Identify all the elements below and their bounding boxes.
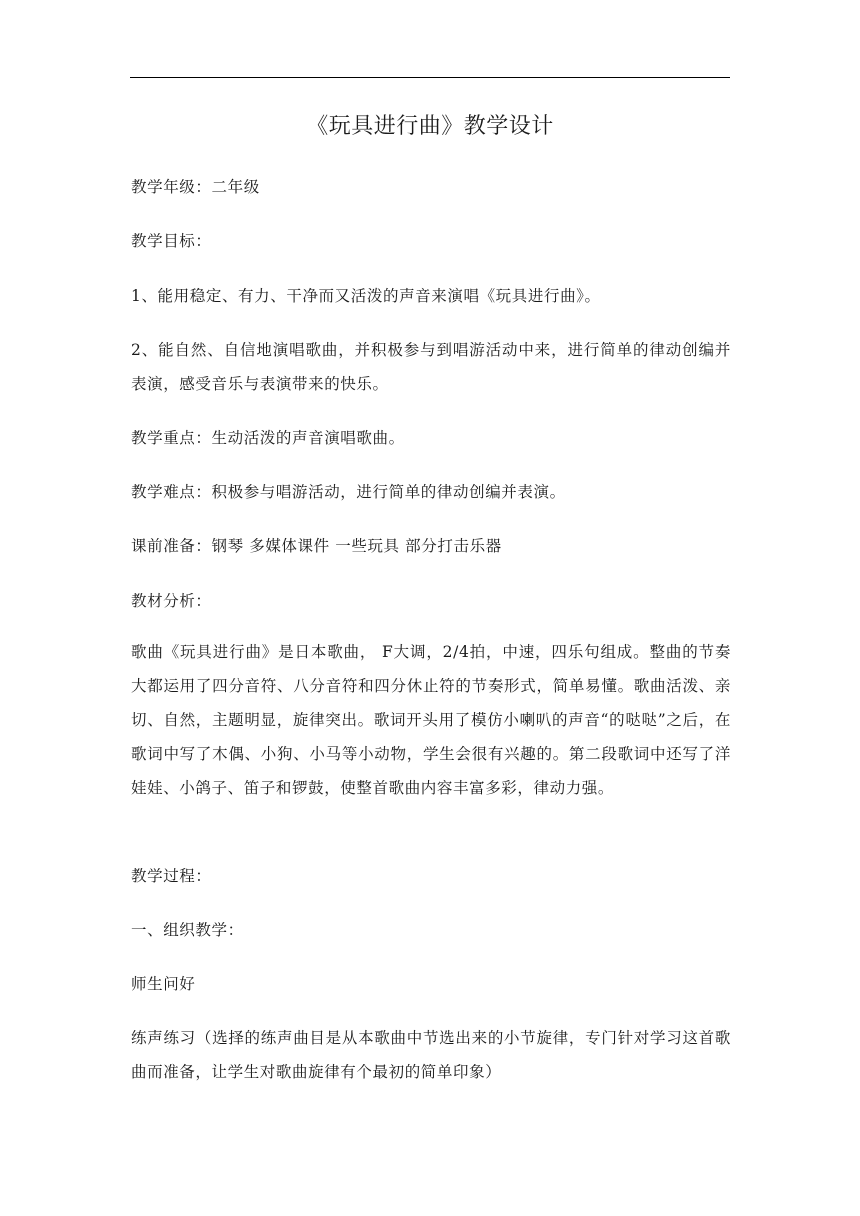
greeting-line: 师生问好 bbox=[131, 975, 196, 993]
objective-item-2: 2、能自然、自信地演唱歌曲，并积极参与到唱游活动中来，进行简单的律动创编并表演，感受音乐与表演带来的快乐。 bbox=[131, 341, 731, 393]
preparation-line: 课前准备：钢琴 多媒体课件 一些玩具 部分打击乐器 bbox=[131, 537, 502, 555]
analysis-heading: 教材分析： bbox=[131, 592, 212, 610]
process-heading: 教学过程： bbox=[131, 867, 212, 885]
difficulty-line: 教学难点：积极参与唱游活动，进行简单的律动创编并表演。 bbox=[131, 483, 566, 501]
objective-item-1: 1、能用稳定、有力、干净而又活泼的声音来演唱《玩具进行曲》。 bbox=[131, 287, 601, 305]
grade-line: 教学年级：二年级 bbox=[131, 178, 260, 196]
objectives-heading: 教学目标： bbox=[131, 232, 212, 250]
vocal-practice-paragraph: 练声练习（选择的练声曲目是从本歌曲中节选出来的小节旋律，专门针对学习这首歌曲而准备，让学生对歌曲旋律有个最初的简单印象） bbox=[131, 1029, 731, 1081]
step-1-heading: 一、组织教学： bbox=[131, 921, 244, 939]
analysis-paragraph: 歌曲《玩具进行曲》是日本歌曲， F大调，2/4拍，中速，四乐句组成。整曲的节奏大都运用了四分音符、八分音符和四分休止符的节奏形式，简单易懂。歌曲活泼、亲切、自然，主题明显，旋律突出。歌词开头用了模仿小喇叭的声音“的哒哒”之后，在歌词中写了木偶、小狗、小马等小动物，学生会很有兴趣的。第二段歌词中还写了洋娃娃、小鸽子、笛子和锣鼓，使整首歌曲内容丰富多彩，律动力强。 bbox=[131, 643, 731, 797]
document-title: 《玩具进行曲》教学设计 bbox=[306, 114, 554, 139]
header-rule bbox=[130, 77, 730, 78]
key-point-line: 教学重点：生动活泼的声音演唱歌曲。 bbox=[131, 429, 405, 447]
